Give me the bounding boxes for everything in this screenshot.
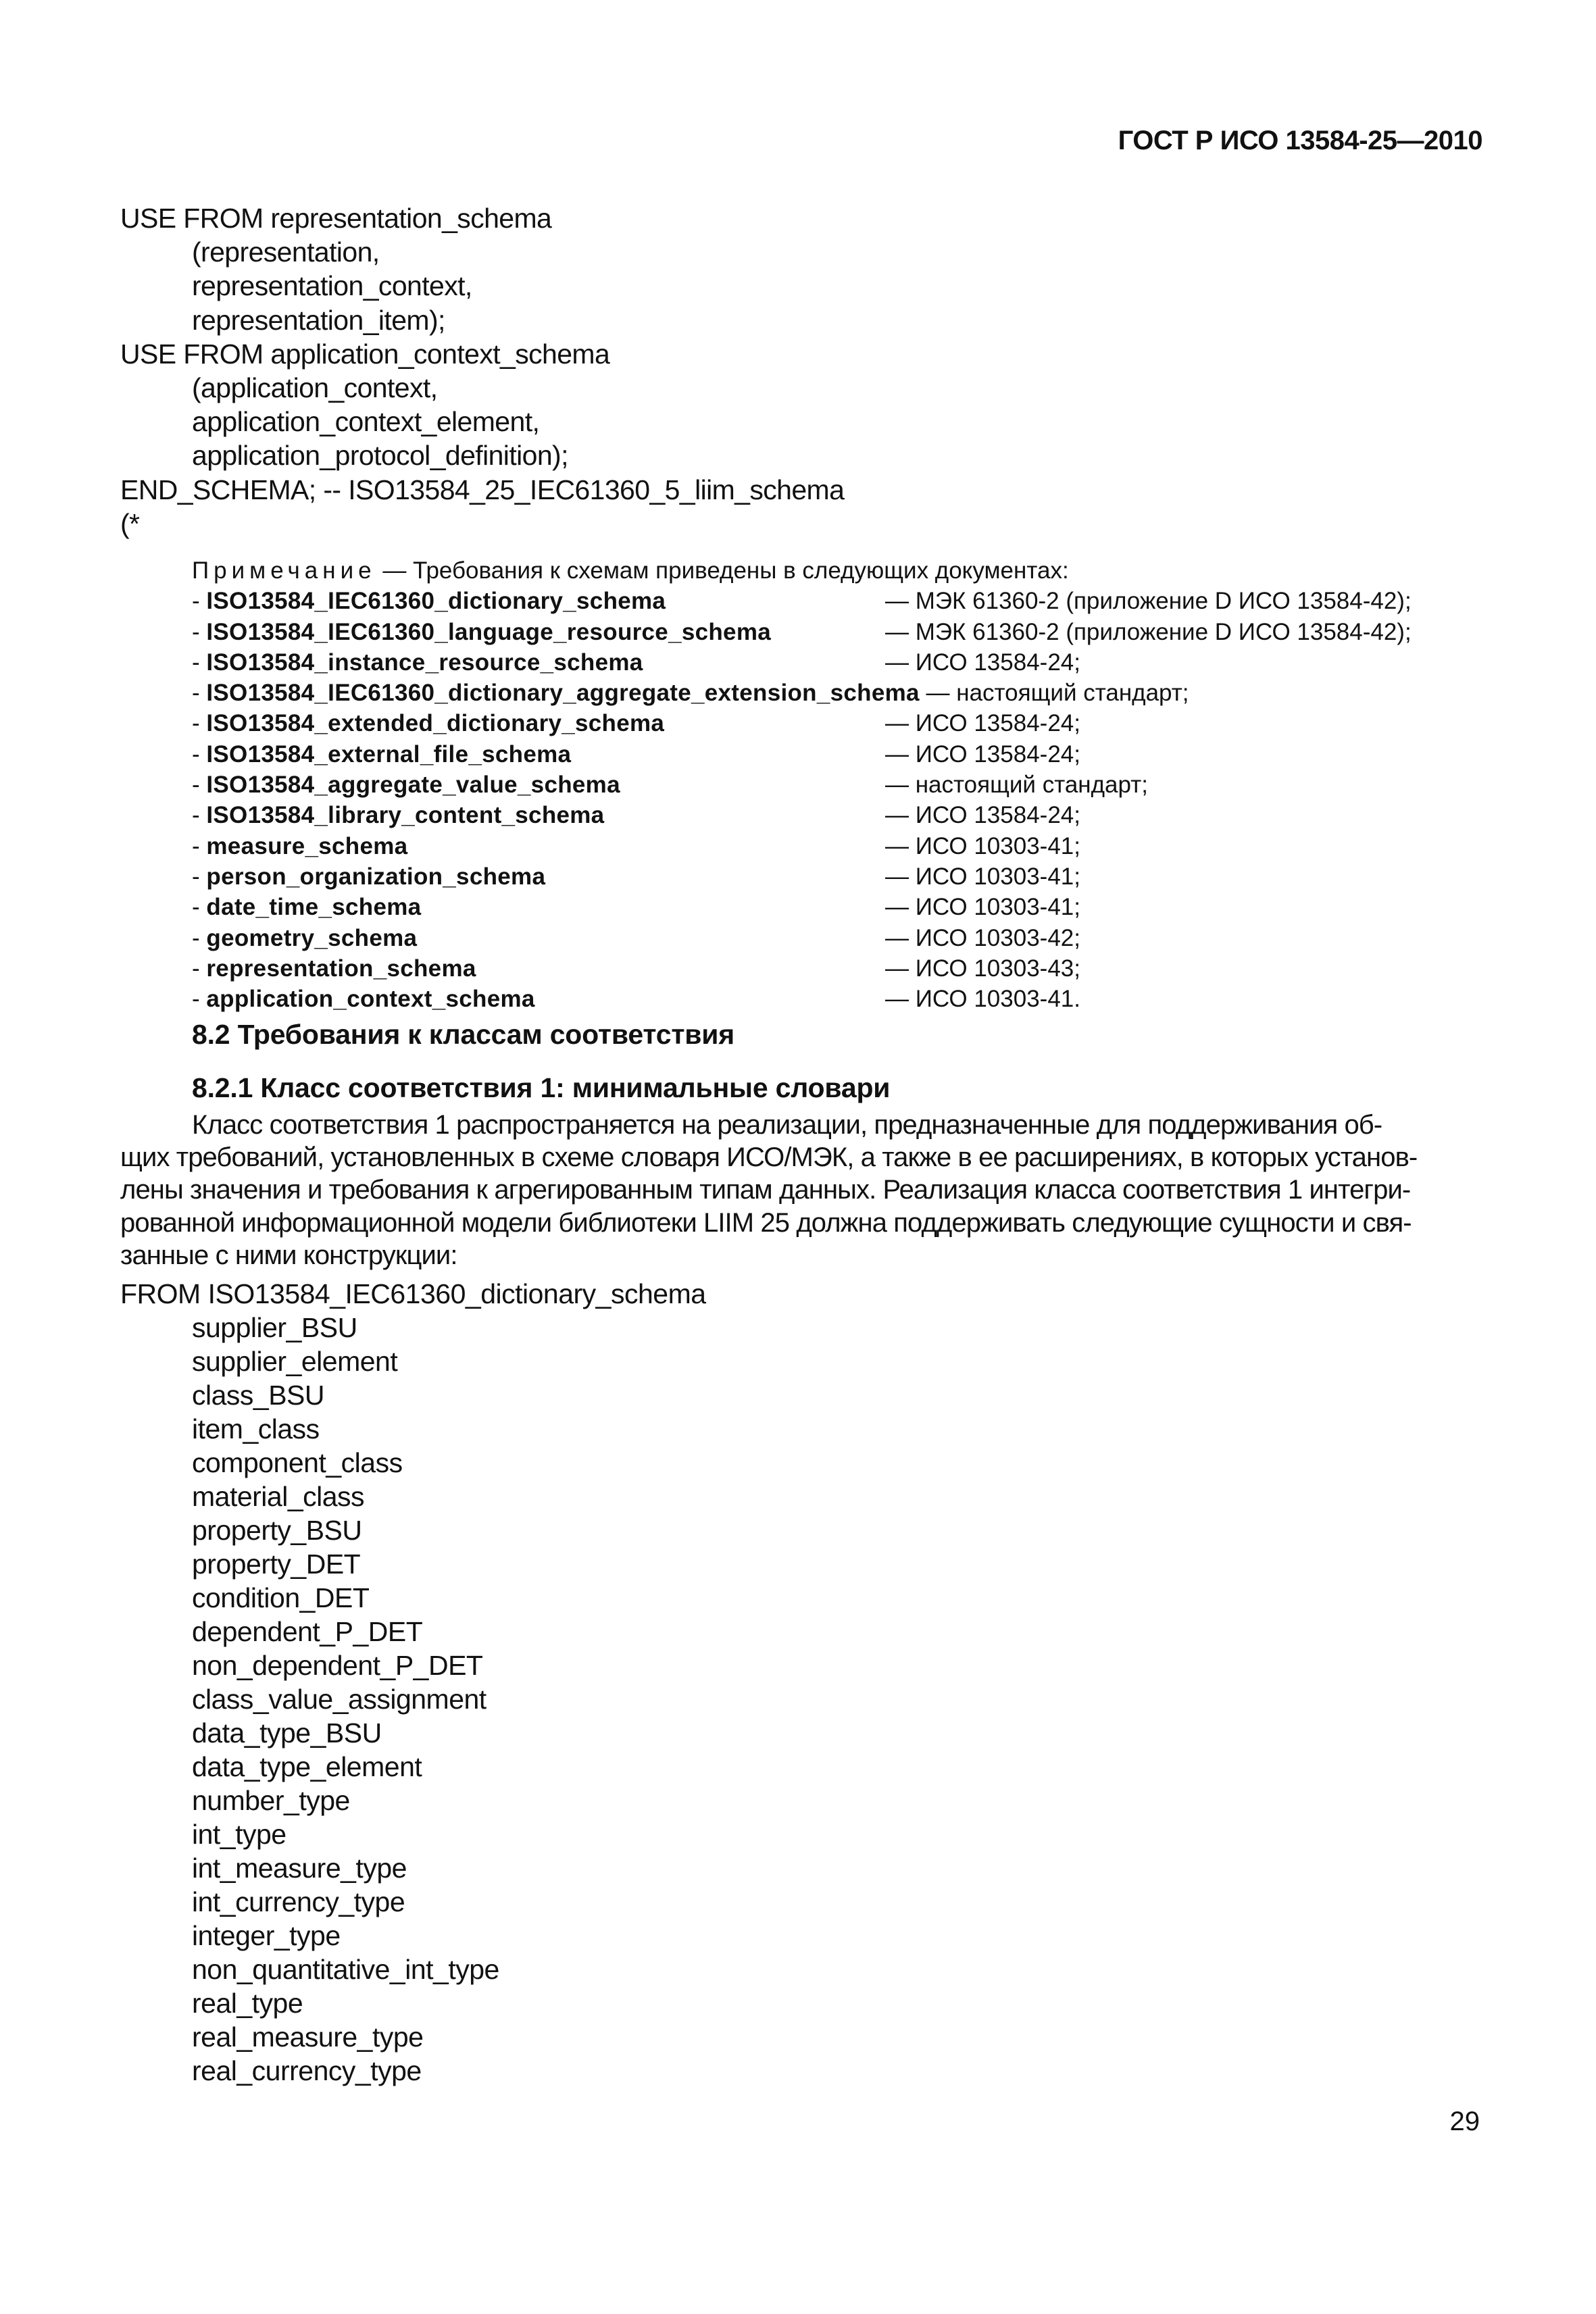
note-row: - ISO13584_IEC61360_language_resource_schema — МЭК 61360-2 (приложение D ИСО 13584-42); [192,617,1489,647]
entity-items [120,1311,706,2088]
schema-name: representation_schema [206,955,476,982]
schema-name: ISO13584_IEC61360_dictionary_schema [206,588,666,615]
entity-item: class_value_assignment [192,1684,487,1715]
entity-item: component_class [192,1447,403,1478]
entity-item: condition_DET [192,1582,370,1613]
schema-reference: — ИСО 13584-24; [885,649,1080,676]
note-row: - ISO13584_instance_resource_schema — ИСО 13584-24; [192,647,1489,678]
schema-reference: — МЭК 61360-2 (приложение D ИСО 13584-42); [885,588,1412,615]
code-line: representation_context, [192,270,472,302]
entity-item: supplier_element [192,1346,398,1377]
schema-reference: — ИСО 10303-41; [885,863,1080,890]
schema-reference: — настоящий стандарт; [885,772,1148,799]
schema-name: ISO13584_external_file_schema [206,740,572,768]
entity-item: non_dependent_P_DET [192,1650,483,1681]
entity-item: property_BSU [192,1515,362,1546]
note-title [192,555,1489,586]
entity-item: property_DET [192,1549,361,1580]
schema-reference: — ИСО 13584-24; [885,740,1080,768]
note-row: - ISO13584_aggregate_value_schema — настоящий стандарт; [192,770,1489,800]
entity-item: int_measure_type [192,1853,407,1884]
schema-reference: — ИСО 10303-41; [885,894,1080,921]
entity-item: integer_type [192,1920,341,1951]
paragraph-line: лены значения и требования к агрегированным типам данных. Реализация класса соответствия 1 интегри- [120,1175,1411,1205]
note-row: - geometry_schema — ИСО 10303-42; [192,923,1489,953]
schema-reference: — ИСО 10303-42; [885,924,1080,951]
note-row: - date_time_schema — ИСО 10303-41; [192,892,1489,922]
schema-reference: — ИСО 10303-41; [885,832,1080,859]
entity-item: class_BSU [192,1380,325,1411]
paragraph-line: занные с ними конструкции: [120,1240,457,1270]
schema-name: date_time_schema [206,894,422,921]
note-row: - ISO13584_extended_dictionary_schema — ИСО 13584-24; [192,708,1489,738]
note-row: - ISO13584_library_content_schema — ИСО 13584-24; [192,800,1489,830]
paragraph-line: Класс соответствия 1 распространяется на реализации, предназначенные для поддерживания об- [192,1110,1382,1140]
entity-item: int_currency_type [192,1886,405,1917]
entity-item: non_quantitative_int_type [192,1954,499,1985]
entity-item: int_type [192,1819,286,1850]
entity-item: real_currency_type [192,2055,422,2086]
code-line: (application_context, [192,372,438,404]
code-line: application_protocol_definition); [192,440,568,472]
schema-name: application_context_schema [206,986,535,1013]
note-row: - ISO13584_IEC61360_dictionary_schema — МЭК 61360-2 (приложение D ИСО 13584-42); [192,586,1489,616]
schema-name: ISO13584_instance_resource_schema [206,649,643,676]
entity-item: dependent_P_DET [192,1616,423,1647]
section-heading-8-2-1: 8.2.1 Класс соответствия 1: минимальные словари [192,1072,891,1103]
note-label: Примечание [192,557,376,584]
note-row: - person_organization_schema — ИСО 10303-41; [192,861,1489,892]
note-block [192,555,1489,1014]
note-row: - ISO13584_external_file_schema — ИСО 13584-24; [192,739,1489,770]
schema-name: ISO13584_library_content_schema [206,802,605,829]
schema-name: ISO13584_IEC61360_dictionary_aggregate_extension_schema [206,680,920,707]
schema-reference: — настоящий стандарт; [919,680,1189,707]
schema-reference: — ИСО 13584-24; [885,710,1080,737]
entity-item: item_class [192,1413,320,1444]
schema-name: ISO13584_IEC61360_language_resource_schema [206,618,772,645]
entity-list [120,1277,706,2088]
code-line: representation_item); [192,304,445,336]
entity-item: real_measure_type [192,2021,424,2053]
paragraph-line: рованной информационной модели библиотеки LIIM 25 должна поддерживать следующие сущности и свя- [120,1207,1412,1238]
note-list [192,586,1489,1014]
code-line: (* [120,507,140,539]
schema-name: ISO13584_aggregate_value_schema [206,772,620,799]
document-header: ГОСТ Р ИСО 13584-25—2010 [1118,126,1482,155]
schema-name: measure_schema [206,832,408,859]
entity-item: data_type_element [192,1751,422,1782]
entity-item: material_class [192,1481,365,1512]
code-block [120,201,844,540]
entity-item: supplier_BSU [192,1312,357,1343]
schema-reference: — ИСО 10303-41. [885,986,1080,1013]
note-row: - application_context_schema — ИСО 10303-41. [192,984,1489,1014]
note-row: - measure_schema — ИСО 10303-41; [192,831,1489,861]
schema-name: ISO13584_extended_dictionary_schema [206,710,665,737]
entity-item: number_type [192,1785,350,1816]
note-intro: — Требования к схемам приведены в следующих документах: [376,557,1069,584]
code-line: USE FROM representation_schema [120,203,552,234]
code-line: END_SCHEMA; -- ISO13584_25_IEC61360_5_liim_schema [120,474,845,505]
schema-reference: — ИСО 10303-43; [885,955,1080,982]
code-line: application_context_element, [192,406,540,438]
from-line: FROM ISO13584_IEC61360_dictionary_schema [120,1278,706,1309]
paragraph-line: щих требований, установленных в схеме словаря ИСО/МЭК, а также в ее расширениях, в которых установ- [120,1142,1418,1173]
section-paragraph [120,1109,1476,1272]
page-number: 29 [1449,2107,1480,2136]
note-row: - representation_schema — ИСО 10303-43; [192,953,1489,984]
code-line: (representation, [192,236,380,268]
schema-reference: — МЭК 61360-2 (приложение D ИСО 13584-42); [885,618,1412,645]
section-heading-8-2: 8.2 Требования к классам соответствия [192,1019,734,1050]
note-row: - ISO13584_IEC61360_dictionary_aggregate_extension_schema — настоящий стандарт; [192,680,1189,707]
entity-item: real_type [192,1988,303,2019]
code-line: USE FROM application_context_schema [120,338,610,370]
schema-reference: — ИСО 13584-24; [885,802,1080,829]
schema-name: person_organization_schema [206,863,546,890]
entity-item: data_type_BSU [192,1717,382,1749]
schema-name: geometry_schema [206,924,418,951]
